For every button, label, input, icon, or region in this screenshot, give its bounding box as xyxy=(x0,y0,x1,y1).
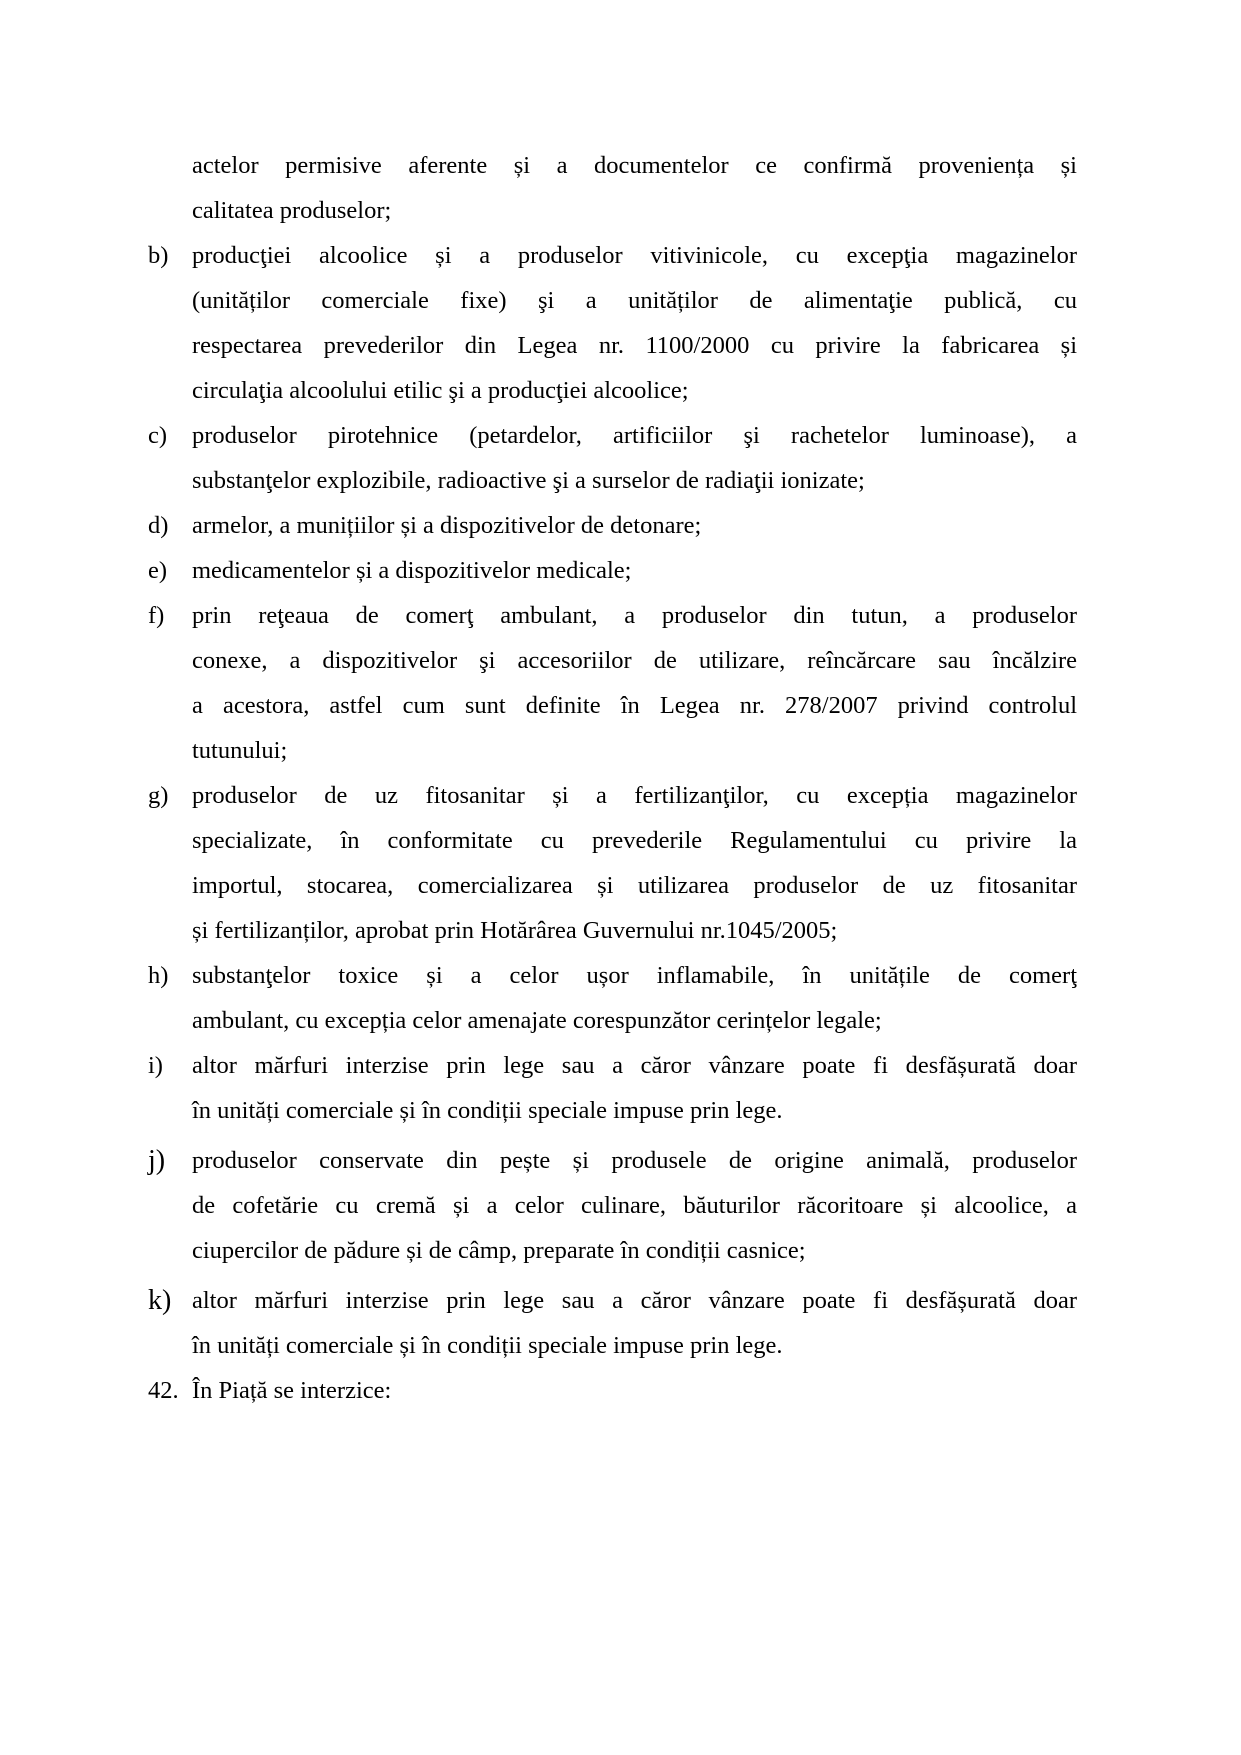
list-item-line xyxy=(148,458,1077,503)
list-label: k) xyxy=(148,1285,172,1316)
paragraph-text: altor mărfuri interzise prin lege sau a căror vânzare poate fi desfășurată doar xyxy=(192,1052,1077,1079)
list-item-k xyxy=(148,1278,1077,1323)
paragraph-text: calitatea produselor; xyxy=(192,197,392,224)
list-item-g xyxy=(148,773,1077,818)
paragraph-text: în unități comerciale și în condiții speciale impuse prin lege. xyxy=(192,1097,783,1124)
list-item-line xyxy=(148,818,1077,863)
paragraph-text: producţiei alcoolice și a produselor vitivinicole, cu excepţia magazinelor xyxy=(192,242,1077,269)
paragraph-text: și fertilizanților, aprobat prin Hotărârea Guvernului nr.1045/2005; xyxy=(192,917,838,944)
list-label: f) xyxy=(148,602,165,629)
continuation-line xyxy=(148,188,1077,233)
paragraph-text: tutunului; xyxy=(192,737,288,764)
paragraph-text: importul, stocarea, comercializarea și utilizarea produselor de uz fitosanitar xyxy=(192,872,1077,899)
paragraph-text: ciupercilor de pădure și de câmp, preparate în condiții casnice; xyxy=(192,1237,806,1264)
list-label: c) xyxy=(148,422,168,449)
paragraph-text: produselor de uz fitosanitar și a fertilizanţilor, cu excepția magazinelor xyxy=(192,782,1077,809)
list-item-e xyxy=(148,548,1077,593)
list-label: g) xyxy=(148,782,169,809)
paragraph-text: (unităților comerciale fixe) şi a unităților de alimentaţie publică, cu xyxy=(192,287,1077,314)
paragraph-text: specializate, în conformitate cu prevederile Regulamentului cu privire la xyxy=(192,827,1077,854)
list-item-b xyxy=(148,233,1077,278)
list-item-line xyxy=(148,683,1077,728)
paragraph-text: armelor, a munițiilor și a dispozitivelor de detonare; xyxy=(192,512,702,539)
list-item-line xyxy=(148,638,1077,683)
paragraph-text: altor mărfuri interzise prin lege sau a căror vânzare poate fi desfășurată doar xyxy=(192,1287,1077,1314)
list-item-h xyxy=(148,953,1077,998)
list-item-line xyxy=(148,998,1077,1043)
paragraph-text: prin reţeaua de comerţ ambulant, a produselor din tutun, a produselor xyxy=(192,602,1077,629)
continuation-line xyxy=(148,143,1077,188)
list-item-j xyxy=(148,1138,1077,1183)
document-page xyxy=(148,143,1077,1413)
list-item-line xyxy=(148,1228,1077,1273)
list-label: j) xyxy=(148,1145,166,1176)
list-item-c xyxy=(148,413,1077,458)
list-item-line xyxy=(148,278,1077,323)
list-label: b) xyxy=(148,242,169,269)
paragraph-text: substanţelor explozibile, radioactive şi a surselor de radiaţii ionizate; xyxy=(192,467,865,494)
section-text: În Piață se interzice: xyxy=(192,1377,392,1404)
list-item-line xyxy=(148,908,1077,953)
paragraph-text: respectarea prevederilor din Legea nr. 1100/2000 cu privire la fabricarea și xyxy=(192,332,1077,359)
paragraph-text: în unități comerciale și în condiții speciale impuse prin lege. xyxy=(192,1332,783,1359)
list-item-line xyxy=(148,1088,1077,1133)
list-item-line xyxy=(148,1323,1077,1368)
paragraph-text: conexe, a dispozitivelor şi accesoriilor de utilizare, reîncărcare sau încălzire xyxy=(192,647,1077,674)
list-label: h) xyxy=(148,962,169,989)
list-item-i xyxy=(148,1043,1077,1088)
paragraph-text: produselor conservate din pește și produsele de origine animală, produselor xyxy=(192,1147,1077,1174)
paragraph-text: produselor pirotehnice (petardelor, artificiilor şi rachetelor luminoase), a xyxy=(192,422,1077,449)
list-item-d xyxy=(148,503,1077,548)
paragraph-text: medicamentelor și a dispozitivelor medicale; xyxy=(192,557,632,584)
list-label: i) xyxy=(148,1052,163,1079)
paragraph-text: a acestora, astfel cum sunt definite în Legea nr. 278/2007 privind controlul xyxy=(192,692,1077,719)
paragraph-text: de cofetărie cu cremă și a celor culinare, băuturilor răcoritoare și alcoolice, a xyxy=(192,1192,1077,1219)
list-item-line xyxy=(148,863,1077,908)
list-label: e) xyxy=(148,557,168,584)
paragraph-text: substanţelor toxice și a celor ușor inflamabile, în unitățile de comerţ xyxy=(192,962,1077,989)
paragraph-text: circulaţia alcoolului etilic şi a producţiei alcoolice; xyxy=(192,377,689,404)
paragraph-text: ambulant, cu excepția celor amenajate corespunzător cerințelor legale; xyxy=(192,1007,882,1034)
list-item-line xyxy=(148,1183,1077,1228)
list-label: d) xyxy=(148,512,169,539)
section-42-heading xyxy=(148,1368,1077,1413)
section-number: 42. xyxy=(148,1377,179,1404)
list-item-f xyxy=(148,593,1077,638)
list-item-line xyxy=(148,728,1077,773)
list-item-line xyxy=(148,323,1077,368)
paragraph-text: actelor permisive aferente și a documentelor ce confirmă proveniența și xyxy=(192,152,1077,179)
list-item-line xyxy=(148,368,1077,413)
